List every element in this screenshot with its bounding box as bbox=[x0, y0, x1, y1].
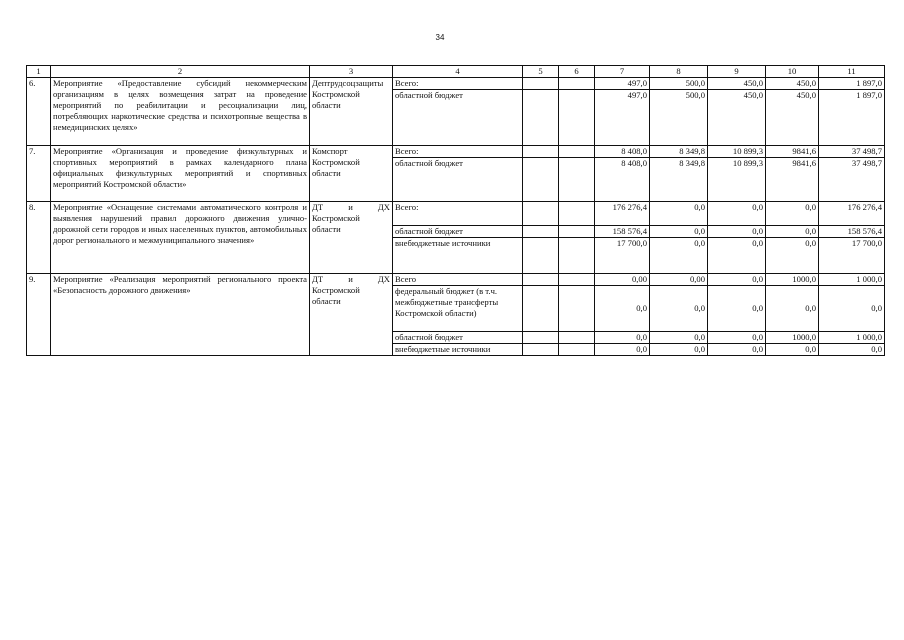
value-cell: 17 700,0 bbox=[595, 238, 650, 274]
header-cell: 1 bbox=[27, 66, 51, 78]
page-number: 34 bbox=[435, 33, 445, 42]
header-cell: 9 bbox=[708, 66, 766, 78]
source-cell: областной бюджет bbox=[393, 90, 523, 146]
executor-cell: ДТ и ДХ Костромской области bbox=[310, 202, 393, 274]
empty-cell bbox=[523, 274, 559, 286]
activity-cell: Мероприятие «Реализация мероприятий регионального проекта «Безопасность дорожного движения» bbox=[51, 274, 310, 356]
row-number: 6. bbox=[27, 78, 51, 146]
value-cell: 0,0 bbox=[650, 344, 708, 356]
activity-cell: Мероприятие «Предоставление субсидий некоммерческим организациям в целях возмещения затрат на проведение мероприятий по реабилитации и ресоциализации лиц, потребляющих наркотические средства и психотропные вещества в немедицинских целях» bbox=[51, 78, 310, 146]
value-cell: 8 349,8 bbox=[650, 146, 708, 158]
activity-cell: Мероприятие «Организация и проведение физкультурных и спортивных мероприятий в рамках календарного плана официальных физкультурных мероприятий и спортивных мероприятий Костромской области» bbox=[51, 146, 310, 202]
value-cell: 17 700,0 bbox=[819, 238, 885, 274]
value-cell: 0,0 bbox=[708, 202, 766, 226]
empty-cell bbox=[523, 238, 559, 274]
header-cell: 11 bbox=[819, 66, 885, 78]
value-cell: 1000,0 bbox=[766, 332, 819, 344]
value-cell: 0,00 bbox=[650, 274, 708, 286]
value-cell: 500,0 bbox=[650, 78, 708, 90]
empty-cell bbox=[523, 286, 559, 332]
empty-cell bbox=[523, 158, 559, 202]
source-cell: областной бюджет bbox=[393, 158, 523, 202]
value-cell: 10 899,3 bbox=[708, 158, 766, 202]
header-cell: 10 bbox=[766, 66, 819, 78]
empty-cell bbox=[523, 90, 559, 146]
budget-table bbox=[26, 65, 885, 356]
value-cell: 0,00 bbox=[595, 274, 650, 286]
header-cell: 8 bbox=[650, 66, 708, 78]
value-cell: 176 276,4 bbox=[595, 202, 650, 226]
source-cell: внебюджетные источники bbox=[393, 344, 523, 356]
value-cell: 0,0 bbox=[766, 344, 819, 356]
value-cell: 0,0 bbox=[595, 332, 650, 344]
value-cell: 1000,0 bbox=[766, 274, 819, 286]
value-cell: 0,0 bbox=[708, 344, 766, 356]
value-cell: 450,0 bbox=[766, 90, 819, 146]
value-cell: 158 576,4 bbox=[819, 226, 885, 238]
value-cell: 8 408,0 bbox=[595, 158, 650, 202]
value-cell: 8 408,0 bbox=[595, 146, 650, 158]
value-cell: 450,0 bbox=[708, 90, 766, 146]
value-cell: 0,0 bbox=[708, 226, 766, 238]
value-cell: 0,0 bbox=[650, 238, 708, 274]
value-cell: 0,0 bbox=[819, 286, 885, 332]
empty-cell bbox=[523, 332, 559, 344]
value-cell: 0,0 bbox=[766, 286, 819, 332]
source-cell: Всего: bbox=[393, 146, 523, 158]
row-number: 9. bbox=[27, 274, 51, 356]
empty-cell bbox=[523, 344, 559, 356]
empty-cell bbox=[559, 90, 595, 146]
value-cell: 0,0 bbox=[595, 286, 650, 332]
empty-cell bbox=[559, 332, 595, 344]
value-cell: 0,0 bbox=[766, 202, 819, 226]
value-cell: 0,0 bbox=[819, 344, 885, 356]
empty-cell bbox=[523, 226, 559, 238]
empty-cell bbox=[559, 344, 595, 356]
row-number: 8. bbox=[27, 202, 51, 274]
value-cell: 497,0 bbox=[595, 78, 650, 90]
header-cell: 4 bbox=[393, 66, 523, 78]
empty-cell bbox=[559, 274, 595, 286]
executor-cell: ДТ и ДХ Костромской области bbox=[310, 274, 393, 356]
value-cell: 8 349,8 bbox=[650, 158, 708, 202]
value-cell: 37 498,7 bbox=[819, 146, 885, 158]
value-cell: 0,0 bbox=[766, 238, 819, 274]
header-cell: 2 bbox=[51, 66, 310, 78]
empty-cell bbox=[559, 146, 595, 158]
value-cell: 10 899,3 bbox=[708, 146, 766, 158]
value-cell: 1 000,0 bbox=[819, 274, 885, 286]
empty-cell bbox=[559, 238, 595, 274]
activity-cell: Мероприятие «Оснащение системами автоматического контроля и выявления нарушений правил дорожного движения улично-дорожной сети городов и иных населенных пунктов, автомобильных дорог регионального и межмуниципального значения» bbox=[51, 202, 310, 274]
value-cell: 1 897,0 bbox=[819, 78, 885, 90]
value-cell: 0,0 bbox=[708, 332, 766, 344]
value-cell: 0,0 bbox=[595, 344, 650, 356]
value-cell: 9841,6 bbox=[766, 158, 819, 202]
value-cell: 0,0 bbox=[650, 202, 708, 226]
value-cell: 0,0 bbox=[708, 238, 766, 274]
value-cell: 497,0 bbox=[595, 90, 650, 146]
value-cell: 0,0 bbox=[650, 332, 708, 344]
value-cell: 1 000,0 bbox=[819, 332, 885, 344]
row-number: 7. bbox=[27, 146, 51, 202]
executor-cell: Дептрудсоцзащиты Костромской области bbox=[310, 78, 393, 146]
empty-cell bbox=[559, 158, 595, 202]
value-cell: 0,0 bbox=[650, 286, 708, 332]
empty-cell bbox=[559, 202, 595, 226]
value-cell: 1 897,0 bbox=[819, 90, 885, 146]
value-cell: 0,0 bbox=[708, 274, 766, 286]
executor-cell: Комспорт Костромской области bbox=[310, 146, 393, 202]
value-cell: 0,0 bbox=[766, 226, 819, 238]
value-cell: 0,0 bbox=[650, 226, 708, 238]
table-row bbox=[27, 274, 885, 286]
value-cell: 37 498,7 bbox=[819, 158, 885, 202]
value-cell: 450,0 bbox=[766, 78, 819, 90]
header-cell: 3 bbox=[310, 66, 393, 78]
empty-cell bbox=[559, 226, 595, 238]
header-cell: 5 bbox=[523, 66, 559, 78]
source-cell: внебюджетные источники bbox=[393, 238, 523, 274]
source-cell: федеральный бюджет (в т.ч. межбюджетные трансферты Костромской области) bbox=[393, 286, 523, 332]
source-cell: Всего bbox=[393, 274, 523, 286]
value-cell: 450,0 bbox=[708, 78, 766, 90]
source-cell: областной бюджет bbox=[393, 332, 523, 344]
empty-cell bbox=[559, 78, 595, 90]
table-row bbox=[27, 78, 885, 90]
value-cell: 0,0 bbox=[708, 286, 766, 332]
value-cell: 500,0 bbox=[650, 90, 708, 146]
source-cell: областной бюджет bbox=[393, 226, 523, 238]
source-cell: Всего: bbox=[393, 78, 523, 90]
empty-cell bbox=[559, 286, 595, 332]
empty-cell bbox=[523, 146, 559, 158]
table-row bbox=[27, 202, 885, 226]
empty-cell bbox=[523, 78, 559, 90]
value-cell: 9841,6 bbox=[766, 146, 819, 158]
table-row bbox=[27, 146, 885, 158]
header-cell: 7 bbox=[595, 66, 650, 78]
value-cell: 158 576,4 bbox=[595, 226, 650, 238]
source-cell: Всего: bbox=[393, 202, 523, 226]
value-cell: 176 276,4 bbox=[819, 202, 885, 226]
empty-cell bbox=[523, 202, 559, 226]
table-header-row bbox=[27, 66, 885, 78]
header-cell: 6 bbox=[559, 66, 595, 78]
